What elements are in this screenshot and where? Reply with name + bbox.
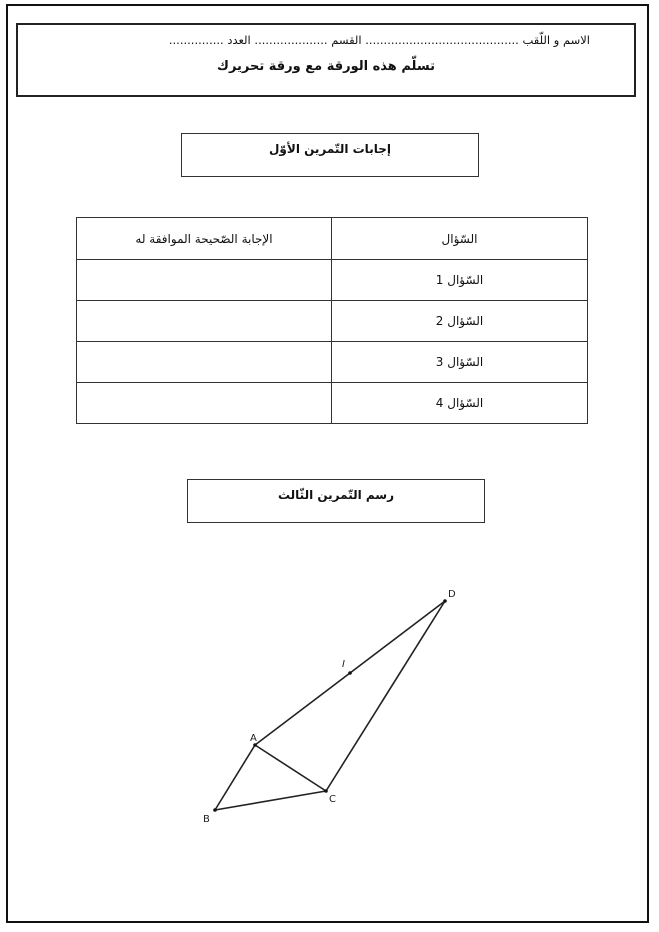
question-cell: السّؤال 4 xyxy=(332,383,588,424)
point-c-label: C xyxy=(329,794,336,805)
question-cell: السّؤال 2 xyxy=(332,301,588,342)
name-field[interactable]: الاسم و اللّقب .......................................... xyxy=(365,33,590,47)
header-answer: الإجابة الصّحيحة الموافقة له xyxy=(77,218,332,260)
point-a-label: A xyxy=(250,733,257,744)
number-field[interactable]: العدد ............... xyxy=(168,33,251,47)
question-cell: السّؤال 1 xyxy=(332,260,588,301)
segment-ab xyxy=(215,745,255,810)
segment-bc xyxy=(215,791,326,810)
class-field[interactable]: القسم .................... xyxy=(254,33,362,47)
question-cell: السّؤال 3 xyxy=(332,342,588,383)
segment-dc xyxy=(326,601,445,791)
exercise1-title: إجابات التّمرين الأوّل xyxy=(269,142,391,156)
point-i-label: I xyxy=(342,659,345,670)
point-i-dot xyxy=(348,671,352,675)
point-d-dot xyxy=(443,599,447,603)
exercise3-title: رسم التّمرين الثّالث xyxy=(277,488,395,502)
point-b-dot xyxy=(213,808,217,812)
point-d-label: D xyxy=(448,589,456,600)
point-c-dot xyxy=(324,789,328,793)
instruction-text: تسلّم هذه الورقة مع ورقة تحريرك xyxy=(217,59,435,74)
point-b-label: B xyxy=(203,814,210,825)
header-question: السّؤال xyxy=(332,218,588,260)
segment-ac xyxy=(255,745,326,791)
